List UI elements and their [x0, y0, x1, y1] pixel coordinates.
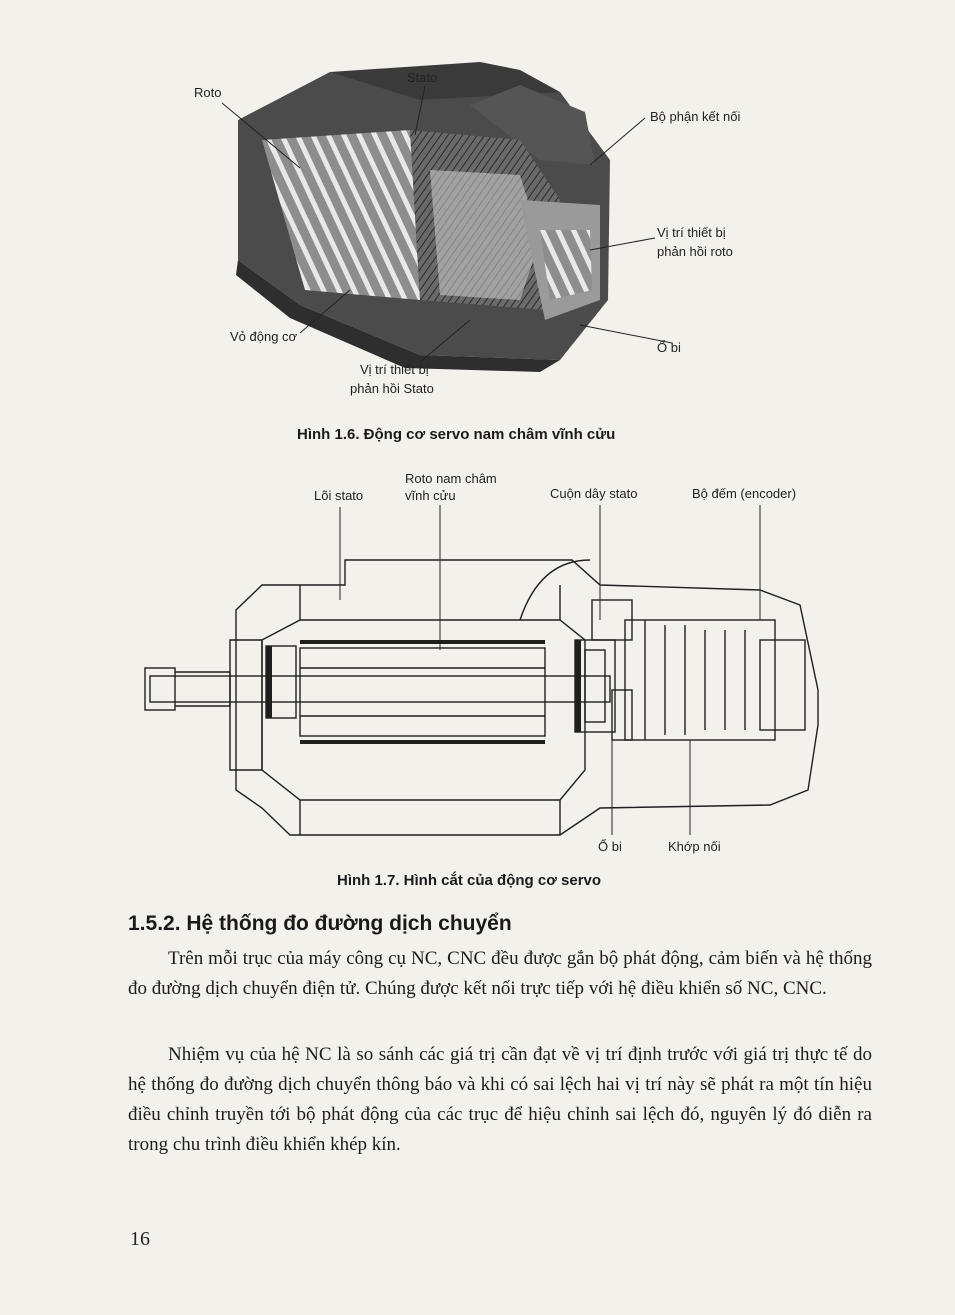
label-stato: Stato [407, 70, 438, 85]
figure-1-6-caption: Hình 1.6. Động cơ servo nam châm vĩnh cửu [297, 426, 616, 443]
label-rotor-feedback-2: phản hồi roto [657, 244, 733, 259]
label-bearing-1-6: Ổ bi [657, 340, 681, 355]
label-stator-core: Lõi stato [314, 488, 364, 503]
label-bearing-1-7: Ổ bi [598, 839, 622, 854]
label-magnet-rotor-1: Roto nam châm [405, 471, 497, 486]
paragraph-1: Trên mỗi trục của máy công cụ NC, CNC đều được gắn bộ phát động, cảm biến và hệ thống đo đường dịch chuyển điện tử. Chúng được kết nối trực tiếp với hệ điều khiển số NC, CNC. [128, 948, 872, 999]
label-stator-feedback-1: Vị trí thiết bị [360, 362, 429, 377]
section-heading: 1.5.2. Hệ thống đo đường dịch chuyển [128, 912, 512, 935]
figure-1-7-leader-lines [340, 505, 760, 835]
figure-1-7-caption: Hình 1.7. Hình cắt của động cơ servo [337, 872, 602, 889]
label-stator-coil: Cuộn dây stato [550, 486, 638, 501]
label-housing: Vỏ động cơ [230, 329, 298, 344]
section-outline [145, 560, 818, 835]
label-stator-feedback-2: phản hồi Stato [350, 381, 434, 396]
label-connector: Bộ phận kết nối [650, 109, 741, 124]
section-hatching [266, 640, 581, 744]
label-rotor-feedback-1: Vị trí thiết bị [657, 225, 726, 240]
label-encoder: Bộ đếm (encoder) [692, 486, 797, 501]
label-coupling: Khớp nối [668, 839, 721, 854]
label-magnet-rotor-2: vĩnh cửu [405, 488, 456, 503]
page-number: 16 [130, 1228, 150, 1250]
paragraph-2: Nhiệm vụ của hệ NC là so sánh các giá trị cần đạt về vị trí định trước với giá trị thực tế do hệ thống đo đường dịch chuyển thông báo và khi có sai lệch hai vị trí này sẽ phát ra một tín hiệu điều chỉnh truyền tới bộ phát động của các trục để hiệu chỉnh sai lệch đó, nguyên lý đó diễn ra trong chu trình điều khiển khép kín. [128, 1044, 872, 1155]
label-roto: Roto [194, 85, 222, 100]
